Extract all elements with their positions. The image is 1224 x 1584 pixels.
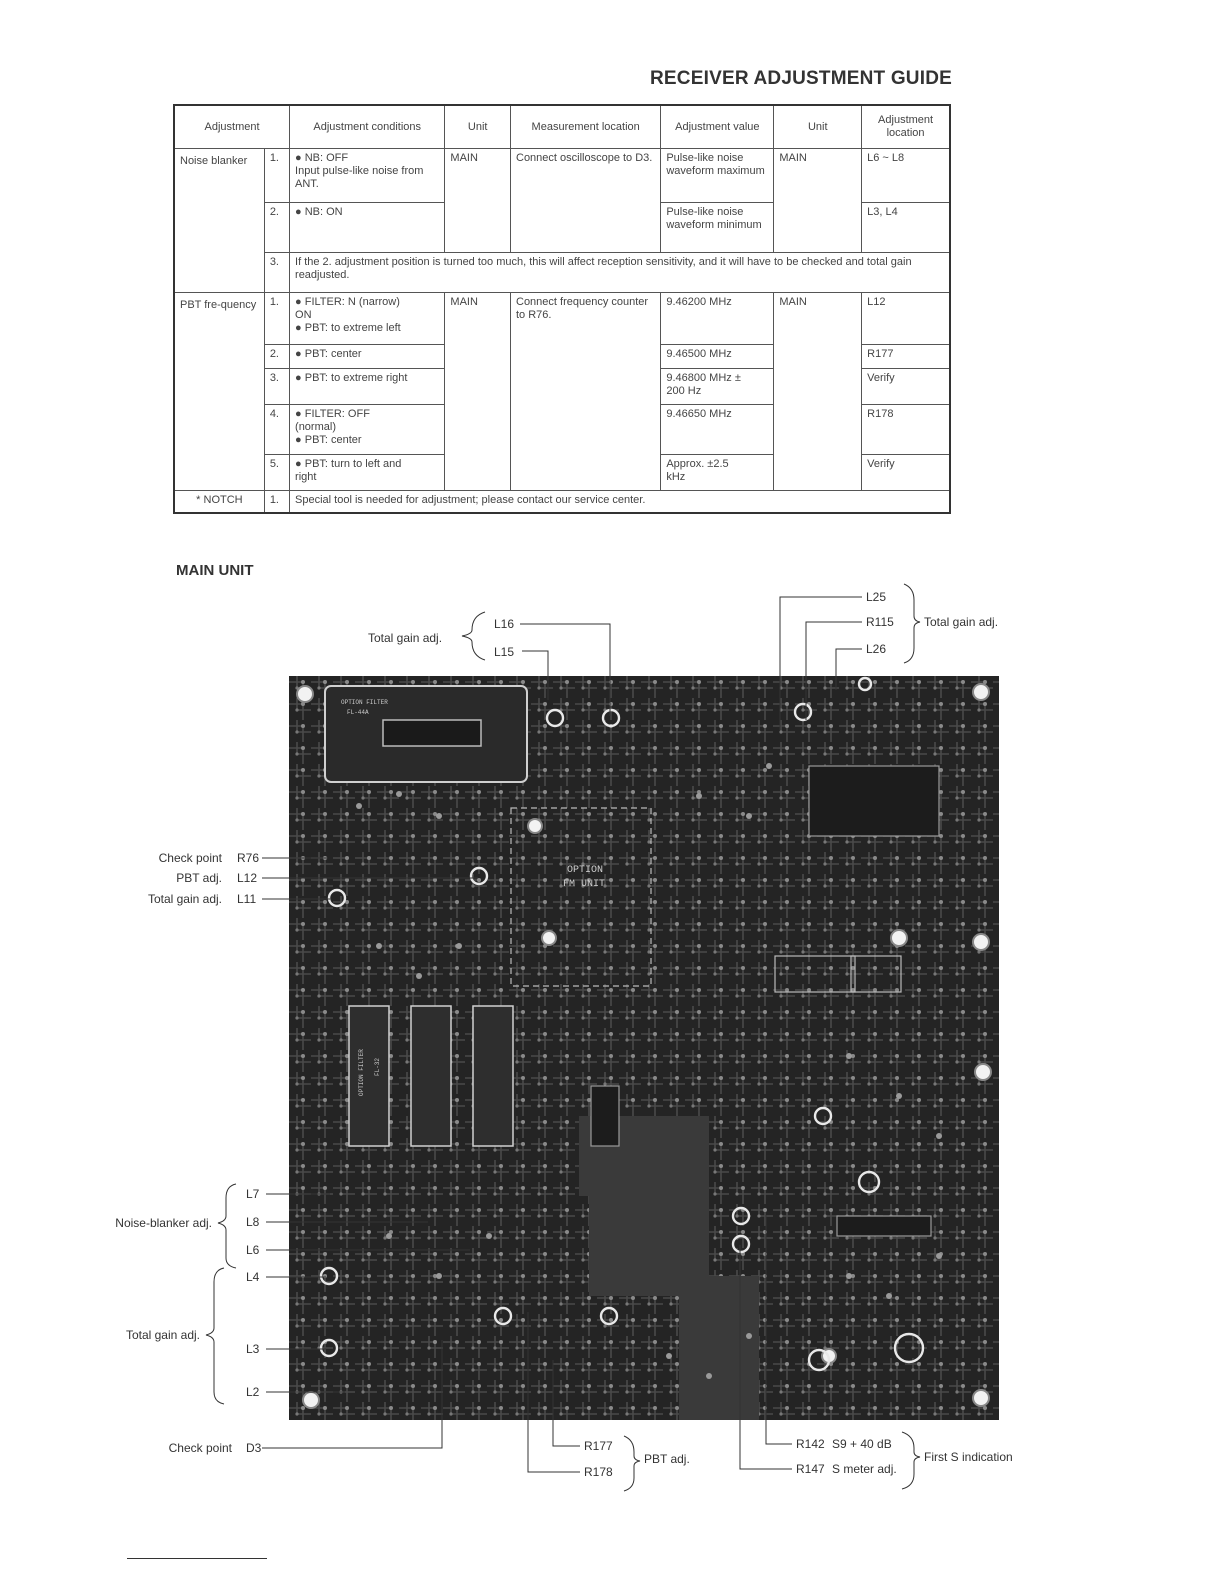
step-number: 1. bbox=[264, 293, 289, 345]
step-number: 3. bbox=[264, 369, 289, 405]
footer-rule bbox=[127, 1558, 267, 1559]
condition-cell: ● FILTER: N (narrow) ON ● PBT: to extreme left bbox=[290, 293, 445, 345]
step-number: 4. bbox=[264, 405, 289, 455]
label-l26: L26 bbox=[866, 642, 887, 656]
step-number: 3. bbox=[264, 253, 289, 293]
label-l25: L25 bbox=[866, 590, 887, 604]
location-cell: L6 ~ L8 bbox=[862, 149, 950, 203]
measurement-cell: Connect oscilloscope to D3. bbox=[511, 149, 661, 253]
label-check-point: Check point bbox=[158, 851, 222, 865]
column-header: Adjustment conditions bbox=[290, 105, 445, 149]
label-l7: L7 bbox=[246, 1187, 260, 1201]
location-cell: R178 bbox=[862, 405, 950, 455]
unit-cell: MAIN bbox=[774, 149, 862, 253]
group-label: PBT fre-quency bbox=[174, 293, 264, 491]
label-l2: L2 bbox=[246, 1385, 260, 1399]
column-header: Adjustment value bbox=[661, 105, 774, 149]
step-number: 1. bbox=[264, 149, 289, 203]
label-pbt-adj-bottom: PBT adj. bbox=[644, 1452, 690, 1466]
label-pbt-adj: PBT adj. bbox=[176, 871, 222, 885]
label-total-gain-adj-lower: Total gain adj. bbox=[125, 1328, 200, 1342]
column-header: Adjustment bbox=[174, 105, 290, 149]
value-cell: Approx. ±2.5 kHz bbox=[661, 455, 774, 491]
condition-cell: ● NB: ON bbox=[290, 203, 445, 253]
value-cell: 9.46650 MHz bbox=[661, 405, 774, 455]
condition-cell: ● PBT: center bbox=[290, 345, 445, 369]
board-text-option-filter-2: OPTION FILTER bbox=[358, 1049, 365, 1096]
section-title: MAIN UNIT bbox=[176, 562, 254, 579]
condition-cell: ● PBT: to extreme right bbox=[290, 369, 445, 405]
condition-cell: ● NB: OFF Input pulse-like noise from ANT. bbox=[290, 149, 445, 203]
label-d3: D3 bbox=[246, 1441, 262, 1455]
location-cell: L12 bbox=[862, 293, 950, 345]
label-total-gain-adj: Total gain adj. bbox=[368, 631, 443, 645]
label-r178: R178 bbox=[584, 1465, 613, 1479]
label-l15: L15 bbox=[494, 645, 515, 659]
page-title: RECEIVER ADJUSTMENT GUIDE bbox=[650, 68, 952, 89]
column-header: Unit bbox=[774, 105, 862, 149]
board-text-fl44a: FL-44A bbox=[347, 709, 369, 716]
step-number: 1. bbox=[264, 491, 289, 513]
condition-cell: ● FILTER: OFF (normal) ● PBT: center bbox=[290, 405, 445, 455]
label-s9-40db: S9 + 40 dB bbox=[832, 1437, 892, 1451]
label-r115: R115 bbox=[866, 615, 894, 629]
group-label: * NOTCH bbox=[174, 491, 264, 513]
value-cell: 9.46800 MHz ± 200 Hz bbox=[661, 369, 774, 405]
value-cell: Pulse-like noise waveform minimum bbox=[661, 203, 774, 253]
column-header: Unit bbox=[445, 105, 511, 149]
step-number: 5. bbox=[264, 455, 289, 491]
label-r142: R142 bbox=[796, 1437, 825, 1451]
label-l4: L4 bbox=[246, 1270, 260, 1284]
note-cell: Special tool is needed for adjustment; please contact our service center. bbox=[290, 491, 950, 513]
label-l3: L3 bbox=[246, 1342, 260, 1356]
value-cell: 9.46500 MHz bbox=[661, 345, 774, 369]
label-l11: L11 bbox=[237, 892, 257, 906]
location-cell: Verify bbox=[862, 455, 950, 491]
location-cell: L3, L4 bbox=[862, 203, 950, 253]
location-cell: R177 bbox=[862, 345, 950, 369]
label-l6: L6 bbox=[246, 1243, 260, 1257]
value-cell: Pulse-like noise waveform maximum bbox=[661, 149, 774, 203]
column-header: Adjustment location bbox=[862, 105, 950, 149]
board-text-option-filter: OPTION FILTER bbox=[341, 699, 388, 706]
unit-cell: MAIN bbox=[774, 293, 862, 491]
label-r177: R177 bbox=[584, 1439, 613, 1453]
label-r147: R147 bbox=[796, 1462, 825, 1476]
label-r76: R76 bbox=[237, 851, 260, 865]
label-total-gain-adj-mid: Total gain adj. bbox=[147, 892, 222, 906]
value-cell: 9.46200 MHz bbox=[661, 293, 774, 345]
label-s-meter-adj: S meter adj. bbox=[832, 1462, 897, 1476]
label-noise-blanker-adj: Noise-blanker adj. bbox=[115, 1216, 212, 1230]
label-check-point-d3: Check point bbox=[168, 1441, 232, 1455]
condition-cell: ● PBT: turn to left and right bbox=[290, 455, 445, 491]
column-header: Measurement location bbox=[511, 105, 661, 149]
group-label: Noise blanker bbox=[174, 149, 264, 293]
note-cell: If the 2. adjustment position is turned too much, this will affect reception sensitivity, and it will have to be checked and total gain readjusted. bbox=[290, 253, 950, 293]
location-cell: Verify bbox=[862, 369, 950, 405]
label-l16: L16 bbox=[494, 617, 515, 631]
unit-cell: MAIN bbox=[445, 149, 511, 253]
label-l12: L12 bbox=[237, 871, 258, 885]
unit-cell: MAIN bbox=[445, 293, 511, 491]
board-text-fl32: FL-32 bbox=[374, 1057, 381, 1076]
board-text-option: OPTION bbox=[567, 865, 604, 876]
label-first-s-indication: First S indication bbox=[924, 1450, 1013, 1464]
step-number: 2. bbox=[264, 345, 289, 369]
label-l8: L8 bbox=[246, 1215, 260, 1229]
label-total-gain-adj-right: Total gain adj. bbox=[924, 615, 999, 629]
measurement-cell: Connect frequency counter to R76. bbox=[511, 293, 661, 491]
board-text-fm-unit: FM UNIT bbox=[563, 879, 606, 890]
step-number: 2. bbox=[264, 203, 289, 253]
